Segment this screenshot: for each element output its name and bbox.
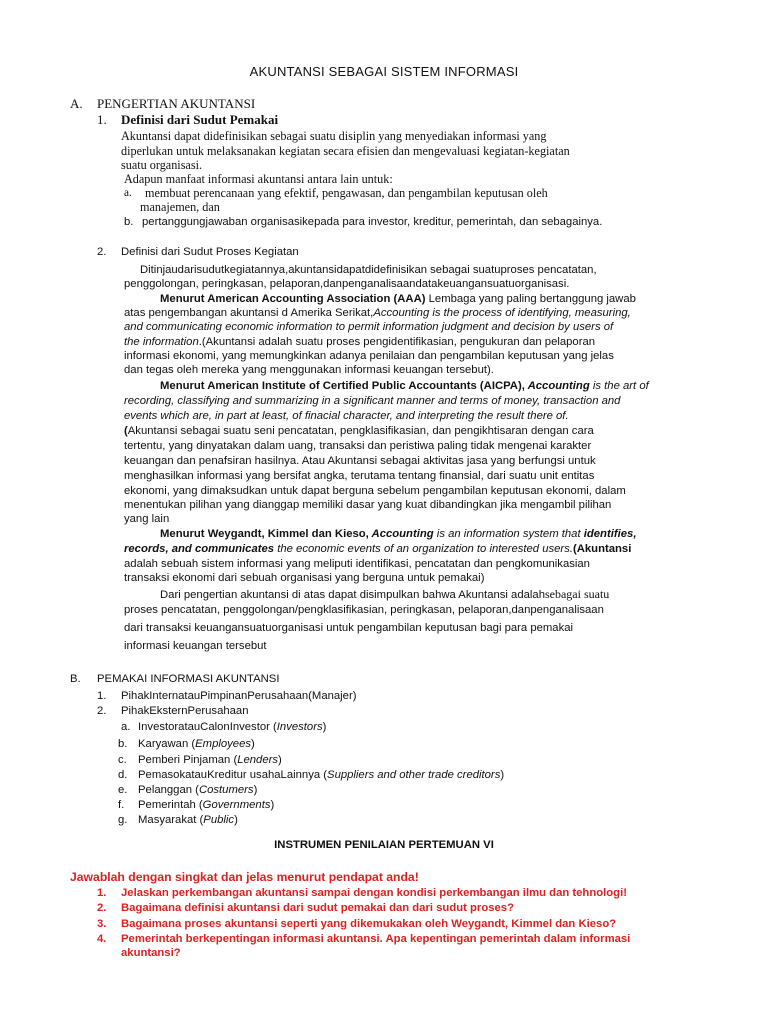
p2-line-4-a: the information bbox=[124, 336, 199, 348]
user-item-close: ) bbox=[278, 754, 282, 766]
instrument-heading: INSTRUMEN PENILAIAN PERTEMUAN VI bbox=[274, 839, 494, 851]
user-item-label: Pemerintah ( bbox=[138, 799, 203, 811]
list-item bbox=[138, 768, 504, 783]
user-item-label: PemasokatauKreditur usahaLainnya ( bbox=[138, 769, 328, 781]
section-b-marker: B. bbox=[70, 673, 81, 685]
p3-line-4-paren: ( bbox=[124, 425, 128, 437]
p1-line-1: Ditinjaudarisudutkegiatannya,akuntansidapatdidefinisikan sebagai suatuproses pencatatan, bbox=[140, 264, 597, 276]
list-item bbox=[138, 798, 274, 813]
user-item-marker: a. bbox=[121, 721, 131, 733]
user-item-marker: d. bbox=[118, 769, 128, 781]
question-text: Jelaskan perkembangan akuntansi sampai dengan kondisi perkembangan ilmu dan tehnologi! bbox=[121, 887, 627, 899]
b-item-2-number: 2. bbox=[97, 705, 107, 717]
p3-line-1-rest: is the art of bbox=[589, 380, 649, 392]
user-item-english: Lenders bbox=[237, 754, 279, 766]
sub2-heading: Definisi dari Sudut Proses Kegiatan bbox=[121, 246, 299, 258]
b-item-1: PihakInternatauPimpinanPerusahaan(Manajer) bbox=[121, 690, 357, 702]
user-item-label: Karyawan ( bbox=[138, 738, 196, 750]
p2-line-4-b: .(Akuntansi adalah suatu proses pengidentifikasian, pengukuran dan pelaporan bbox=[198, 336, 596, 348]
user-item-english: Public bbox=[203, 814, 235, 826]
user-item-close: ) bbox=[251, 738, 255, 750]
p4-line-2-mid: the economic events of an organization to interested users. bbox=[274, 543, 573, 555]
p3-line-4: Akuntansi sebagai suatu seni pencatatan, pengklasifikasian, dan pengikhtisaran dengan cara bbox=[127, 425, 594, 437]
page-title: AKUNTANSI SEBAGAI SISTEM INFORMASI bbox=[249, 64, 519, 79]
aicpa-source: Menurut American Institute of Certified Public Accountants (AICPA), bbox=[160, 380, 525, 392]
p2-line-2-a: atas pengembangan akuntansi d Amerika Serikat, bbox=[124, 307, 374, 319]
sub1-item-b-marker: b. bbox=[124, 216, 134, 228]
list-item bbox=[138, 783, 257, 798]
question-text: Bagaimana proses akuntansi seperti yang dikemukakan oleh Weygandt, Kimmel dan Kieso? bbox=[121, 918, 617, 930]
sub1-item-b: pertanggungjawaban organisasikepada para investor, kreditur, pemerintah, dan sebagainya. bbox=[142, 216, 603, 228]
p3-line-7: menghasilkan informasi yang bersifat angka, terutama tentang finansial, dari suatu unit entitas bbox=[124, 470, 595, 482]
b-item-1-number: 1. bbox=[97, 690, 107, 702]
user-item-label: Pelanggan ( bbox=[138, 784, 199, 796]
section-a-marker: A. bbox=[70, 96, 83, 111]
section-b-heading: PEMAKAI INFORMASI AKUNTANSI bbox=[97, 673, 280, 685]
p5-line-2: proses pencatatan, penggolongan/pengklasifikasian, peringkasan, pelaporan,danpenganalisaan bbox=[124, 604, 604, 616]
user-item-close: ) bbox=[234, 814, 238, 826]
sub1-line-2: diperlukan untuk melaksanakan kegiatan secara efisien dan mengevaluasi kegiatan-kegiatan bbox=[121, 144, 570, 158]
user-item-label: Pemberi Pinjaman ( bbox=[138, 754, 238, 766]
user-item-english: Investors bbox=[276, 721, 323, 733]
p3-line-2: recording, classifying and summarizing in a significant manner and terms of money, transaction and bbox=[124, 395, 621, 407]
sub1-line-1: Akuntansi dapat didefinisikan sebagai suatu disiplin yang menyediakan informasi yang bbox=[121, 129, 547, 143]
section-a-heading: PENGERTIAN AKUNTANSI bbox=[97, 96, 256, 111]
question-number: 1. bbox=[97, 887, 107, 899]
user-item-english: Employees bbox=[195, 738, 252, 750]
p3-line-5: tertentu, yang dinyatakan dalam uang, transaksi dan peristiwa paling tidak mengenai karakter bbox=[124, 440, 592, 452]
p5-line-3: dari transaksi keuangansuatuorganisasi untuk pengambilan keputusan bagi para pemakai bbox=[124, 622, 574, 634]
p5-line-4: informasi keuangan tersebut bbox=[124, 640, 267, 652]
p4-line-4: transaksi ekonomi dari sebuah organisasi yang berguna untuk pemakai) bbox=[124, 572, 485, 584]
instruction: Jawablah dengan singkat dan jelas menurut pendapat anda! bbox=[70, 870, 419, 884]
list-item bbox=[138, 737, 255, 752]
p2-line-6: dan tegas oleh mereka yang menggunakan informasi keuangan tersebut). bbox=[124, 364, 494, 376]
p1-line-2: penggolongan, peringkasan, pelaporan,danpenganalisaandatakeuangansuatuorganisasi. bbox=[124, 278, 570, 290]
p4-line-2-emph: records, and communicates bbox=[124, 543, 275, 555]
user-item-english: Costumers bbox=[198, 784, 254, 796]
p5-line-1-a: Dari pengertian akuntansi di atas dapat disimpulkan bahwa Akuntansi adalah bbox=[160, 589, 545, 601]
p2-line-5: informasi ekonomi, yang memungkinkan adanya penilaian dan pengambilan keputusan yang jelas bbox=[124, 350, 614, 362]
list-item bbox=[138, 720, 326, 735]
p4-line-1-emph: identifies, bbox=[583, 528, 637, 540]
list-item bbox=[138, 753, 282, 768]
p2-line-1-rest: Lembaga yang paling bertanggung jawab bbox=[425, 293, 636, 305]
sub1-item-a-marker: a. bbox=[124, 187, 132, 199]
p4-line-2-end: (Akuntansi bbox=[572, 543, 632, 555]
sub1-line-3: suatu organisasi. bbox=[121, 158, 203, 172]
p3-line-3: events which are, in part at least, of finacial character, and interpreting the result there of. bbox=[124, 410, 569, 422]
user-item-close: ) bbox=[322, 721, 327, 733]
user-item-marker: f. bbox=[118, 799, 125, 811]
user-item-label: InvestoratauCalonInvestor ( bbox=[138, 721, 277, 733]
p3-line-9: menentukan pilihan yang dianggap memiliki dasar yang kuat dibandingkan jika mengambil pilihan bbox=[124, 499, 612, 511]
p2-line-2-b: Accounting is the process of identifying, measuring, bbox=[373, 307, 631, 319]
p4-line-3: adalah sebuah sistem informasi yang meliputi identifikasi, pencatatan dan pengkomunikasian bbox=[124, 558, 590, 570]
user-item-marker: g. bbox=[118, 814, 128, 826]
question-text: Pemerintah berkepentingan informasi akuntansi. Apa kepentingan pemerintah dalam informasi bbox=[121, 933, 631, 945]
sub1-number: 1. bbox=[97, 112, 107, 127]
p3-line-6: keuangan dan penafsiran hasilnya. Atau Akuntansi sebagai aktivitas jasa yang berfungsi untuk bbox=[124, 455, 596, 467]
weygandt-source: Menurut Weygandt, Kimmel dan Kieso, bbox=[160, 528, 369, 540]
p2-line-3: and communicating economic information to permit information judgment and decision by users of bbox=[124, 321, 614, 333]
user-item-close: ) bbox=[253, 784, 258, 796]
sub1-item-a-line-2: manajemen, dan bbox=[140, 200, 220, 214]
user-item-english: Governments bbox=[202, 799, 271, 811]
user-item-marker: b. bbox=[118, 738, 128, 750]
sub1-item-a-line-1: membuat perencanaan yang efektif, pengawasan, dan pengambilan keputusan oleh bbox=[145, 186, 548, 200]
user-item-english: Suppliers and other trade creditors bbox=[327, 769, 501, 781]
question-number: 2. bbox=[97, 902, 107, 914]
user-item-label: Masyarakat ( bbox=[138, 814, 204, 826]
p3-line-8: ekonomi, yang dimaksudkan untuk dapat berguna sebelum pengambilan keputusan ekonomi, dalam bbox=[124, 485, 626, 497]
b-item-2: PihakEksternPerusahaan bbox=[121, 705, 249, 717]
user-item-close: ) bbox=[500, 769, 505, 781]
aaa-source: Menurut American Accounting Association (AAA) bbox=[160, 293, 426, 305]
question-text: Bagaimana definisi akuntansi dari sudut pemakai dan dari sudut proses? bbox=[121, 902, 514, 914]
sub1-intro: Adapun manfaat informasi akuntansi antara lain untuk: bbox=[124, 172, 393, 186]
p5-line-1-b: sebagai suatu bbox=[544, 587, 610, 601]
user-item-marker: e. bbox=[118, 784, 128, 796]
user-item-close: ) bbox=[270, 799, 275, 811]
p3-accounting-term: Accounting bbox=[524, 380, 590, 392]
p4-line-1-mid: is an information system that bbox=[433, 528, 584, 540]
sub2-number: 2. bbox=[97, 246, 107, 258]
p3-line-10: yang lain bbox=[124, 513, 170, 525]
question-number: 4. bbox=[97, 933, 107, 945]
user-item-marker: c. bbox=[118, 754, 127, 766]
list-item bbox=[138, 813, 238, 828]
question-number: 3. bbox=[97, 918, 107, 930]
p4-accounting-term: Accounting bbox=[368, 528, 434, 540]
sub1-heading: Definisi dari Sudut Pemakai bbox=[121, 112, 279, 127]
question-text-continued: akuntansi? bbox=[121, 947, 181, 959]
